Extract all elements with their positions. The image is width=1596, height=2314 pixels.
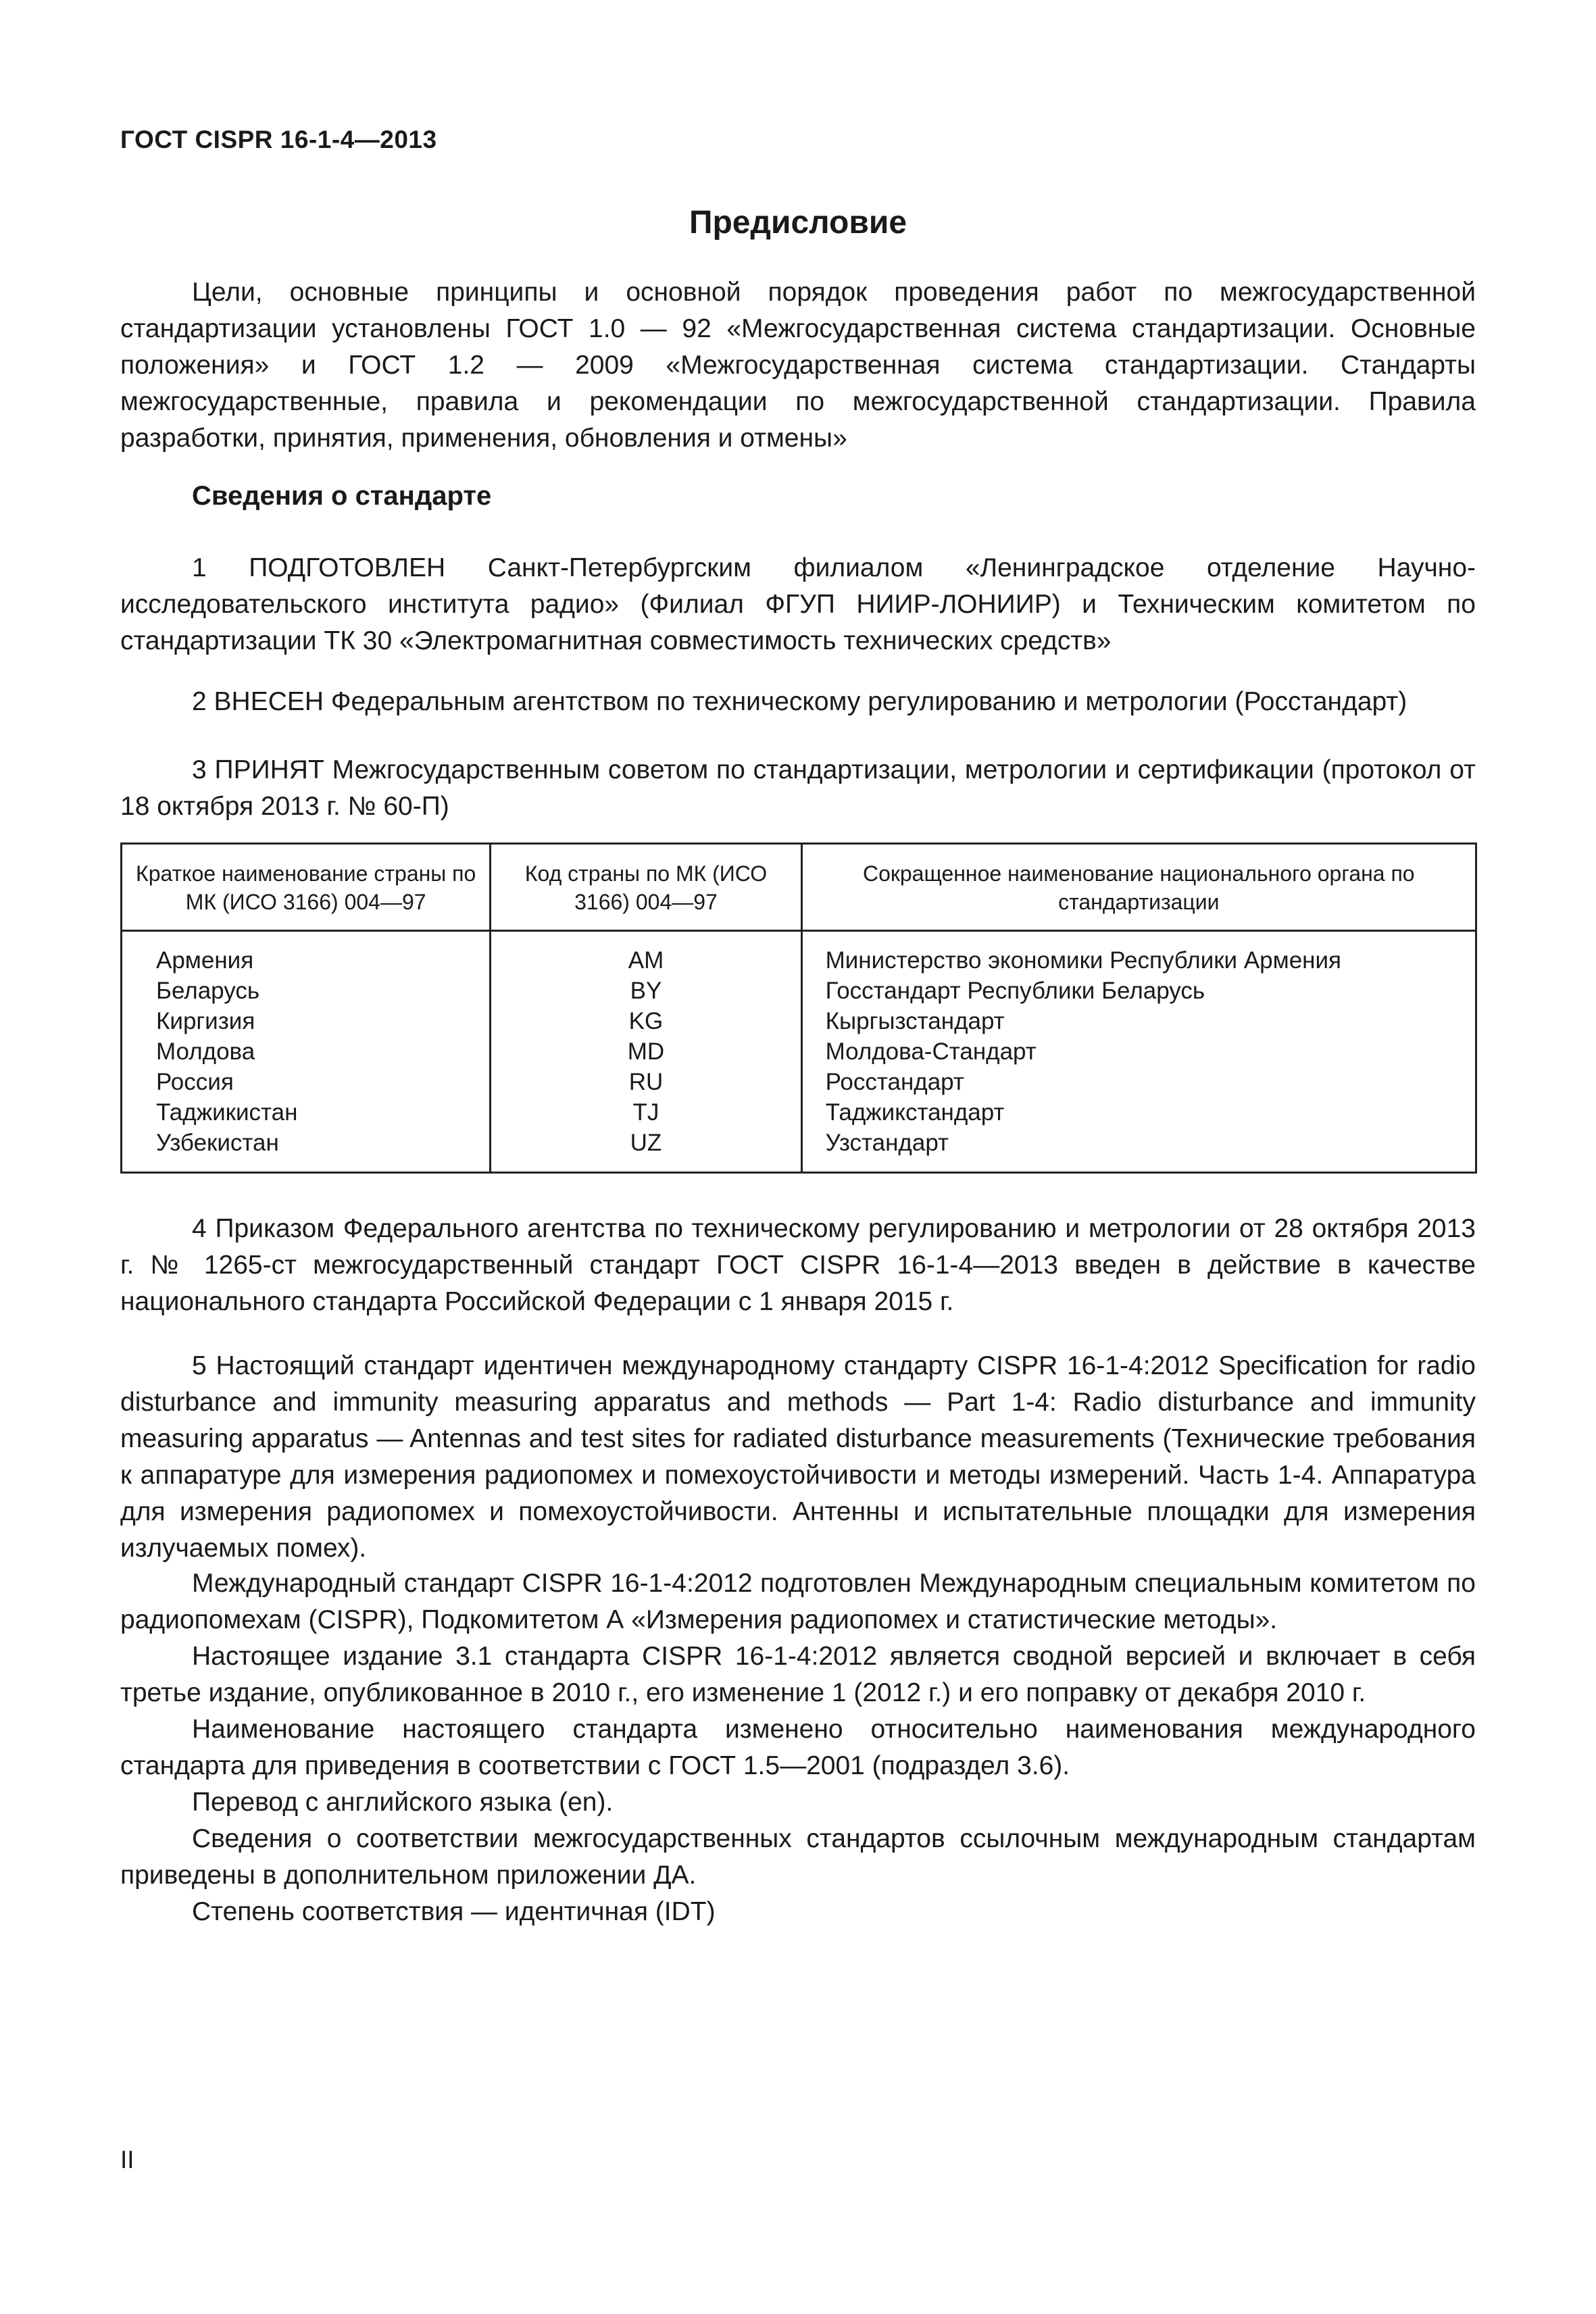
code-cell: UZ — [491, 1128, 801, 1173]
item-4-paragraph: 4 Приказом Федерального агентства по техническому регулированию и метрологии от 28 октября 2013 г. № 1265-ст межгосударственный стандарт ГОСТ CISPR 16-1-4—2013 введен в действие в качестве национального стандарта Российской Федерации с 1 января 2015 г. — [120, 1214, 1476, 1316]
table-row — [122, 931, 1476, 976]
page-title: Предисловие — [689, 205, 907, 241]
table-row — [122, 1067, 1476, 1097]
body-cell: Молдова-Стандарт — [801, 1036, 1476, 1067]
body-cell: Узстандарт — [801, 1128, 1476, 1173]
header-code: Код страны по МК (ИСО 3166) 004—97 — [491, 844, 801, 931]
table-row — [122, 1036, 1476, 1067]
edition-paragraph: Настоящее издание 3.1 стандарта CISPR 16-1-4:2012 является сводной версией и включает в себя третье издание, опубликованное в 2010 г., его изменение 1 (2012 г.) и его поправку от декабря 2010 г. — [120, 1642, 1476, 1707]
table-header-row — [122, 844, 1476, 931]
body-cell: Госстандарт Республики Беларусь — [801, 976, 1476, 1006]
document-code-header: ГОСТ CISPR 16-1-4—2013 — [120, 126, 437, 153]
body-cell: Росстандарт — [801, 1067, 1476, 1097]
table-row — [122, 1128, 1476, 1173]
code-cell: TJ — [491, 1097, 801, 1128]
intro-paragraph: Цели, основные принципы и основной порядок проведения работ по межгосударственной стандартизации установлены ГОСТ 1.0 — 92 «Межгосударственная система стандартизации. Основные положения» и ГОСТ 1.2 — 2009 «Межгосударственная система стандартизации. Стандарты межгосударственные, правила и рекомендации по межгосударственной стандартизации. Правила разработки, принятия, применения, обновления и отмены» — [120, 278, 1476, 453]
prepared-by-paragraph: Международный стандарт CISPR 16-1-4:2012 подготовлен Международным специальным комитетом по радиопомехам (CISPR), Подкомитетом А «Измерения радиопомех и статистические методы». — [120, 1569, 1476, 1634]
country-cell: Киргизия — [122, 1006, 491, 1036]
item-2-paragraph: 2 ВНЕСЕН Федеральным агентством по техническому регулированию и метрологии (Росстандарт) — [192, 687, 1407, 716]
table-row — [122, 1006, 1476, 1036]
country-cell: Беларусь — [122, 976, 491, 1006]
code-cell: MD — [491, 1036, 801, 1067]
table-row — [122, 976, 1476, 1006]
body-cell: Министерство экономики Республики Армения — [801, 931, 1476, 976]
body-cell: Кыргызстандарт — [801, 1006, 1476, 1036]
item-5-paragraph: 5 Настоящий стандарт идентичен международному стандарту CISPR 16-1-4:2012 Specification for radio disturbance and immunity measuring apparatus and methods — Part 1-4: Radio disturbance and immunity measuring apparatus — Antennas and test sites for radiated disturbance measurements (Технические требования к аппаратуре для измерения радиопомех и помехоустойчивости и методы измерений. Часть 1-4. Аппаратура для измерения радиопомех и помехоустойчивости. Антенны и испытательные площадки для измерения излучаемых помех). — [120, 1351, 1476, 1563]
references-info-paragraph: Сведения о соответствии межгосударственных стандартов ссылочным международным стандартам приведены в дополнительном приложении ДА. — [120, 1824, 1476, 1890]
member-countries-table — [120, 842, 1477, 1174]
table-row — [122, 1097, 1476, 1128]
code-cell: RU — [491, 1067, 801, 1097]
header-body: Сокращенное наименование национального органа по стандартизации — [801, 844, 1476, 931]
item-1-paragraph: 1 ПОДГОТОВЛЕН Санкт-Петербургским филиалом «Ленинградское отделение Научно-исследовательского института радио» (Филиал ФГУП НИИР-ЛОНИИР) и Техническим комитетом по стандартизации ТК 30 «Электромагнитная совместимость технических средств» — [120, 553, 1476, 655]
translation-paragraph: Перевод с английского языка (en). — [192, 1788, 614, 1817]
page-number: II — [120, 2146, 134, 2173]
country-cell: Россия — [122, 1067, 491, 1097]
conformity-degree-paragraph: Степень соответствия — идентичная (IDT) — [192, 1897, 716, 1926]
item-3-paragraph: 3 ПРИНЯТ Межгосударственным советом по стандартизации, метрологии и сертификации (протокол от 18 октября 2013 г. № 60-П) — [120, 755, 1476, 821]
body-cell: Таджикстандарт — [801, 1097, 1476, 1128]
country-cell: Узбекистан — [122, 1128, 491, 1173]
country-cell: Молдова — [122, 1036, 491, 1067]
code-cell: AM — [491, 931, 801, 976]
header-country: Краткое наименование страны по МК (ИСО 3166) 004—97 — [122, 844, 491, 931]
code-cell: KG — [491, 1006, 801, 1036]
section-title: Сведения о стандарте — [192, 481, 492, 511]
code-cell: BY — [491, 976, 801, 1006]
country-cell: Таджикистан — [122, 1097, 491, 1128]
country-cell: Армения — [122, 931, 491, 976]
name-change-paragraph: Наименование настоящего стандарта изменено относительно наименования международного стандарта для приведения в соответствии с ГОСТ 1.5—2001 (подраздел 3.6). — [120, 1715, 1476, 1780]
